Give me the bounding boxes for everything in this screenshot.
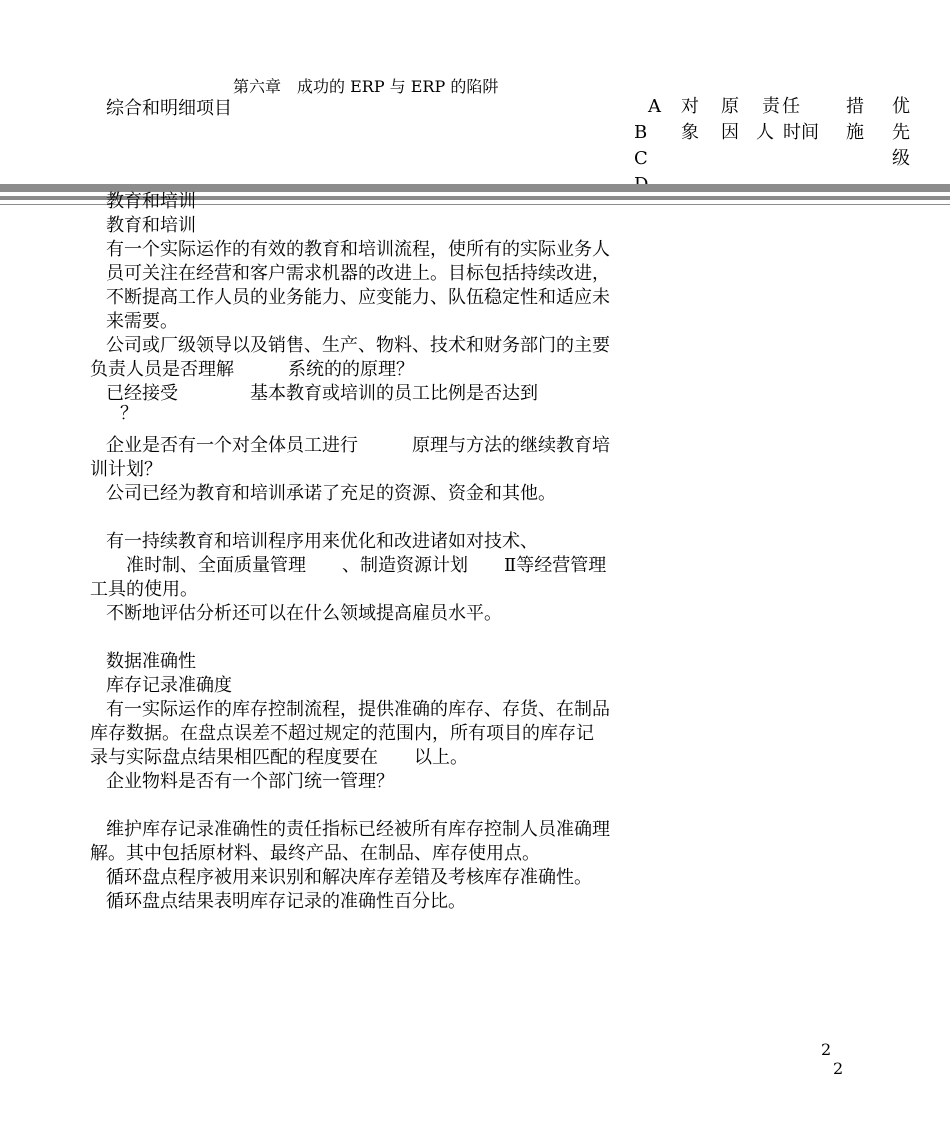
page-number: 2 bbox=[821, 1040, 832, 1059]
column-header-priority: 优 先 级 bbox=[892, 96, 910, 169]
paragraph: 循环盘点程序被用来识别和解决库存差错及考核库存准确性。 bbox=[106, 867, 592, 888]
subsection-heading: 教育和培训 bbox=[106, 191, 196, 212]
paragraph: 准时制、全面质量管理 、制造资源计划 Ⅱ等经营管理工具的使用。 bbox=[90, 555, 607, 600]
section-title: 综合和明细项目 bbox=[106, 98, 232, 119]
rating-letter: C bbox=[634, 148, 648, 169]
rating-letter: A bbox=[648, 96, 661, 117]
blank-line bbox=[90, 626, 610, 650]
column-header-time: 任 时间 bbox=[782, 96, 819, 143]
paragraph: 有一持续教育和培训程序用来优化和改进诸如对技术、 bbox=[106, 531, 538, 552]
column-header-reason: 原 因 bbox=[721, 96, 739, 143]
column-header-measures: 措 施 bbox=[846, 96, 864, 143]
paragraph: 有一实际运作的库存控制流程，提供准确的库存、存货、在制品库存数据。在盘点误差不超过规定的范围内，所有项目的库存记录与实际盘点结果相匹配的程度要在 以上。 bbox=[90, 699, 610, 768]
paragraph: 企业是否有一个对全体员工进行 原理与方法的继续教育培训计划？ bbox=[90, 435, 610, 480]
blank-line bbox=[90, 506, 610, 530]
paragraph: 企业物料是否有一个部门统一管理？ bbox=[106, 771, 394, 792]
paragraph: 公司已经为教育和培训承诺了充足的资源、资金和其他。 bbox=[106, 483, 556, 504]
rating-letter: B bbox=[634, 122, 648, 143]
page-number: 2 bbox=[833, 1059, 844, 1078]
paragraph: 公司或厂级领导以及销售、生产、物料、技术和财务部门的主要负责人员是否理解 系统的的原理？ bbox=[90, 335, 610, 380]
body-text bbox=[90, 190, 610, 914]
subsection-heading: 库存记录准确度 bbox=[106, 675, 232, 696]
column-header-responsibility: 责 人 bbox=[756, 96, 780, 143]
subsection-heading: 数据准确性 bbox=[106, 651, 196, 672]
paragraph: 已经接受 基本教育或培训的员工比例是否达到 bbox=[106, 383, 538, 404]
paragraph: 不断地评估分析还可以在什么领域提高雇员水平。 bbox=[106, 603, 502, 624]
rating-letters-column bbox=[632, 94, 662, 198]
paragraph: ？ bbox=[120, 403, 138, 424]
paragraph: 循环盘点结果表明库存记录的准确性百分比。 bbox=[106, 891, 466, 912]
blank-line bbox=[90, 794, 610, 818]
chapter-header: 第六章 成功的 ERP 与 ERP 的陷阱 bbox=[233, 77, 499, 96]
subsection-heading: 教育和培训 bbox=[106, 215, 196, 236]
column-header-object: 对 象 bbox=[681, 96, 699, 143]
paragraph: 维护库存记录准确性的责任指标已经被所有库存控制人员准确理解。其中包括原材料、最终产品、在制品、库存使用点。 bbox=[90, 819, 610, 864]
paragraph: 有一个实际运作的有效的教育和培训流程，使所有的实际业务人员可关注在经营和客户需求机器的改进上。目标包括持续改进，不断提高工作人员的业务能力、应变能力、队伍稳定性和适应未来需要。 bbox=[106, 239, 610, 332]
